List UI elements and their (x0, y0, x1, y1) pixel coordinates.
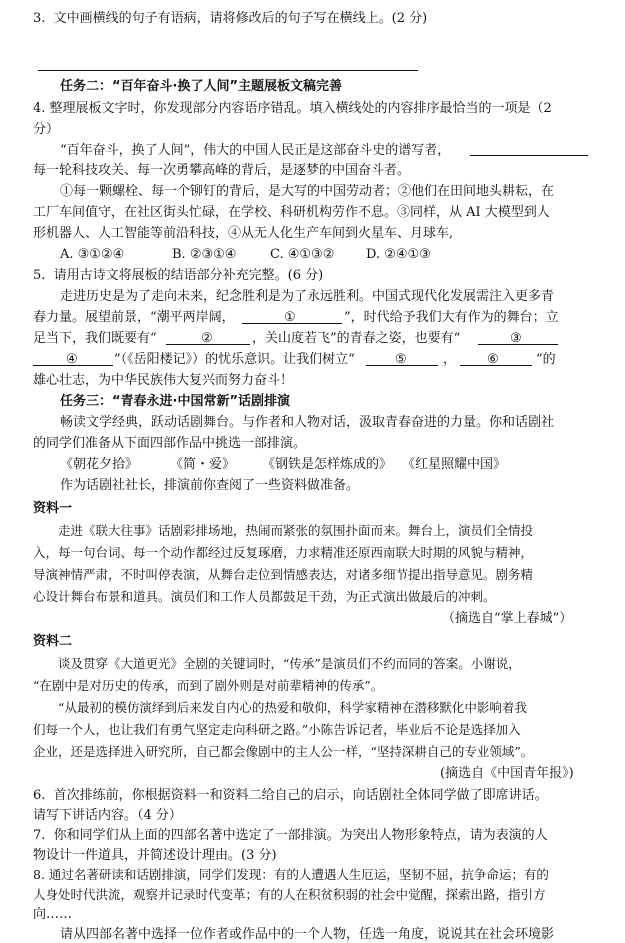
q7-line2: 物设计一件道具，并简述设计理由。(3 分) (33, 848, 277, 863)
q5-line3: 春力量。展望前景，“潮平两岸阔， (33, 310, 235, 325)
q5-blank-6-label: ⑥ (487, 352, 499, 367)
task3-para1: 畅读文学经典，跃动话剧舞台。与作者和人物对话，汲取青春奋进的力量。你和话剧社 (60, 415, 555, 430)
q5-line5-tail: ”的 (536, 352, 556, 367)
material1-heading: 资料一 (33, 501, 73, 516)
q5-line1: 5. 请用古诗文将展板的结语部分补充完整。(6 分) (33, 268, 324, 283)
q4-line3: “百年奋斗，换了人间”，伟大的中国人民正是这部奋斗史的谱写者， (60, 143, 451, 158)
q4-blank[interactable] (470, 155, 588, 156)
material2-line5: 企业，还是选择进入研究所，自己都会像剧中的主人公一样，“坚持深耕自己的专业领域”。 (33, 744, 534, 759)
q8-line2: 人身处时代洪流，观察并记录时代变革；有的人在积贫积弱的社会中觉醒，探索出路，指引方 (33, 887, 546, 902)
material1-line2: 入，每一句台词、每一个动作都经过反复琢磨，力求精准还原西南联大时期的风貌与精神， (33, 545, 534, 560)
q4-line1: 4. 整理展板文字时，你发现部分内容语序错乱。填入横线处的内容排序最恰当的一项是（2 (33, 101, 552, 116)
material2-source: (摘选自《中国青年报》) (440, 766, 574, 781)
q3-answer-line[interactable] (38, 70, 418, 71)
material2-line4: 们每一个人，也让我们有勇气坚定走向科研之路。”小陈告诉记者，毕业后不论是选择加入 (33, 722, 521, 737)
material2-heading: 资料二 (33, 634, 73, 649)
q5-line2: 走进历史是为了走向未来，纪念胜利是为了永远胜利。中国式现代化发展需注入更多青 (60, 289, 555, 304)
material2-line1: 谈及贯穿《大道更光》全剧的关键词时，“传承”是演员们不约而同的答案。小谢说， (58, 656, 521, 671)
q4-option-a[interactable]: A. ③①②④ (60, 247, 125, 262)
material2-line2: “在剧中是对历史的传承，而到了剧外则是对前辈精神的传承”。 (33, 678, 384, 693)
q4-line6: 工厂车间值守，在社区街头忙碌，在学校、科研机构劳作不息。③同样，从 AI 大模型到人 (33, 205, 550, 220)
task3-title: 任务三：“青春永进·中国常新”话剧排演 (60, 394, 291, 409)
q8-line1: 8. 通过名著研读和话剧排演，同学们发现：有的人遭遇人生厄运，坚韧不屈，抗争命运；有的 (33, 867, 549, 882)
q5-line4: 足当下，我们既要有“ (33, 331, 157, 346)
q5-line6: 雄心壮志，为中华民族伟大复兴而努力奋斗！ (33, 373, 294, 388)
q4-line4: 每一轮科技攻关、每一次勇攀高峰的背后，是逐梦的中国奋斗者。 (33, 163, 411, 178)
q4-line5: ①每一颗螺栓、每一个铆钉的背后，是大写的中国劳动者；②他们在田间地头耕耘，在 (60, 184, 555, 199)
task3-para2: 的同学们准备从下面四部作品中挑选一部排演。 (33, 436, 307, 451)
work-4: 《红星照耀中国》 (402, 457, 507, 472)
material1-line3: 导演神情严肃，不时叫停表演，从舞台走位到情感表达，对诸多细节提出指导意见。剧务精 (33, 567, 534, 582)
q5-blank-3-label: ③ (510, 331, 522, 346)
q5-blank-2-label: ② (201, 331, 213, 346)
q5-line3-tail: ”，时代给予我们大有作为的舞台；立 (344, 310, 559, 325)
q5-blank-1-label: ① (284, 310, 296, 325)
q8-line3: 向…… (33, 907, 73, 922)
work-3: 《钢铁是怎样炼成的》 (262, 457, 393, 472)
q4-line2: 分） (33, 122, 60, 137)
material2-line3: “从最初的模仿演绎到后来发自内心的热爱和敬仰，科学家精神在潜移默化中影响着我 (58, 700, 527, 715)
q5-blank-5-label: ⑤ (395, 352, 407, 367)
task2-title: 任务二：“百年奋斗·换了人间”主题展板文稿完善 (60, 79, 343, 94)
q3-text: 3. 文中画横线的句子有语病，请将修改后的句子写在横线上。(2 分) (33, 11, 428, 26)
q4-option-b[interactable]: B. ②③①④ (172, 247, 237, 262)
material1-line1: 走进《联大往事》话剧彩排场地，热闹而紧张的氛围扑面而来。舞台上，演员们全情投 (58, 523, 534, 538)
q4-option-d[interactable]: D. ②④①③ (366, 247, 431, 262)
task3-para3: 作为话剧社社长，排演前你查阅了一些资料做准备。 (60, 478, 360, 493)
q5-line5-comma: ， (443, 352, 457, 367)
q5-blank-4-label: ④ (66, 352, 78, 367)
q8-line4: 请从四部名著中选择一位作者或作品中的一个人物，任选一角度，说说其在社会环境影 (60, 927, 555, 942)
q5-line5: ”（《岳阳楼记》）的忧乐意识。让我们树立“ (114, 352, 355, 367)
material1-source: （摘选自“掌上春城”） (442, 611, 573, 626)
q5-line4-tail: ，关山度若飞”的青春之姿，也要有“ (252, 331, 461, 346)
work-1: 《朝花夕拾》 (60, 457, 139, 472)
q6-line1: 6. 首次排练前，你根据资料一和资料二给自己的启示，向话剧社全体同学做了即席讲话。 (33, 788, 548, 803)
q4-option-c[interactable]: C. ④①③② (270, 247, 335, 262)
q6-line2: 请写下讲话内容。（4 分） (33, 808, 182, 823)
material1-line4: 心设计舞台布景和道具。演员们和工作人员都鼓足干劲，为正式演出做最后的冲刺。 (33, 589, 496, 604)
q4-line7: 形机器人、人工智能等前沿科技，④从无人化生产车间到火星车、月球车, (33, 226, 454, 241)
q7-line1: 7. 你和同学们从上面的四部名著中选定了一部排演。为突出人物形象特点，请为表演的人 (33, 828, 548, 843)
work-2: 《简・爱》 (170, 457, 236, 472)
